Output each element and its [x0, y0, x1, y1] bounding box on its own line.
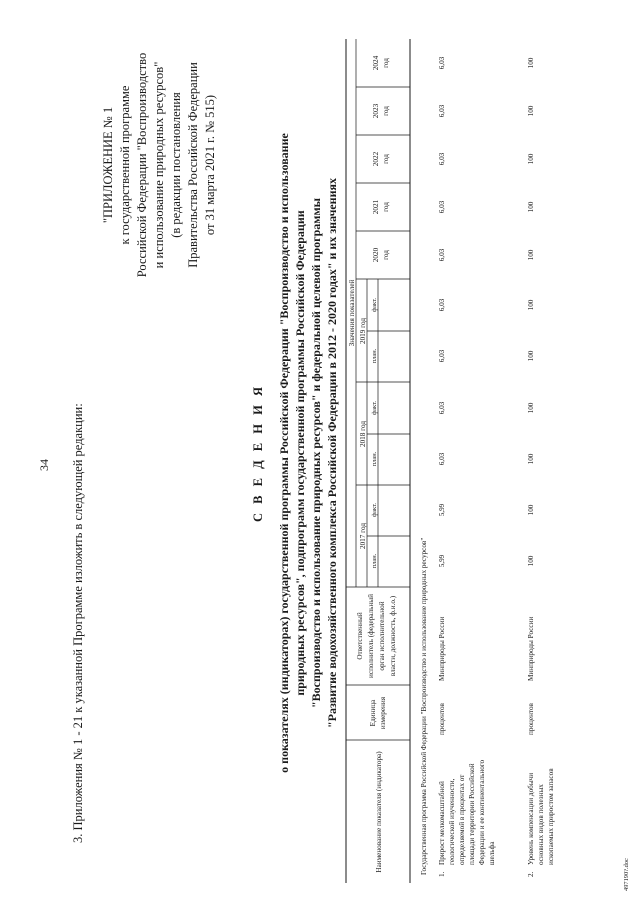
page-number: 34: [37, 459, 51, 471]
row-value: 6,03: [438, 401, 446, 415]
header-single-year: 2023: [372, 103, 380, 119]
header-single-year: год: [382, 250, 390, 260]
appendix-line: Правительства Российской Федерации: [186, 62, 200, 268]
row-value: 6,03: [438, 248, 446, 262]
header-fact: факт.: [371, 298, 378, 312]
row-unit: процентов: [438, 703, 446, 735]
header-plan: план.: [371, 348, 378, 364]
table-section-heading: Государственная программа Российской Федерации "Воспроизводство и использование природных ресурсов": [420, 537, 428, 875]
header-plan: план.: [371, 553, 378, 569]
header-single-year: 2022: [372, 151, 380, 167]
appendix-line: к государственной программе: [118, 85, 132, 245]
row-number: 1.: [438, 871, 446, 877]
row-name-line: определяемой в процентах от: [458, 774, 466, 865]
header-values-group: Значения показателей: [348, 279, 356, 347]
row-value: 100: [527, 350, 535, 362]
row-name-line: площади территории Российской: [468, 763, 476, 865]
header-executor: исполнитель (федеральный: [367, 594, 375, 678]
title-line: о показателях (индикаторах) государственной программы Российской Федерации "Воспроизводство и использование: [277, 133, 291, 773]
title-line: "Воспроизводство и использование природных ресурсов" и федеральной целевой программы: [309, 198, 323, 708]
appendix-line: и использование природных ресурсов": [152, 61, 166, 269]
header-unit: измерения: [379, 696, 387, 730]
header-single-year: 2024: [372, 55, 380, 71]
indicators-table: [346, 39, 555, 883]
row-value: 6,03: [438, 56, 446, 70]
footer-file-code: 497190?.doc: [623, 858, 630, 891]
table-row: [527, 57, 555, 877]
row-name-line: Уровень компенсации добычи: [527, 772, 535, 865]
row-value: 5,99: [438, 503, 446, 517]
row-value: 100: [527, 402, 535, 414]
header-indicator-name: Наименование показателя (индикатора): [375, 751, 383, 873]
header-executor: Ответственный: [356, 612, 364, 660]
appendix-line: "ПРИЛОЖЕНИЕ № 1: [101, 106, 115, 224]
header-single-year: 2021: [372, 199, 380, 215]
row-value: 6,03: [438, 200, 446, 214]
header-single-year: 2020: [372, 247, 380, 263]
appendix-line: Российской Федерации "Воспроизводство: [135, 52, 149, 278]
row-unit: процентов: [527, 703, 535, 735]
row-value: 5,99: [438, 554, 446, 568]
row-value: 6,03: [438, 104, 446, 118]
header-plan: план.: [371, 451, 378, 467]
header-year: 2018 год: [359, 421, 367, 447]
row-value: 6,03: [438, 152, 446, 166]
page-content: [37, 39, 630, 891]
title-heading: С В Е Д Е Н И Я: [251, 384, 265, 522]
row-value: 100: [527, 105, 535, 117]
header-single-year: год: [382, 58, 390, 68]
title-line: "Развитие водохозяйственного комплекса Российской Федерации в 2012 - 2020 годах" и их значениях: [325, 177, 339, 729]
row-executor: Минприроды России: [527, 616, 535, 681]
row-value: 100: [527, 555, 535, 567]
row-value: 6,03: [438, 452, 446, 466]
header-unit: Единица: [369, 699, 377, 727]
row-value: 100: [527, 453, 535, 465]
row-value: 100: [527, 249, 535, 261]
appendix-line: от 31 марта 2021 г. № 515): [203, 94, 217, 236]
row-executor: Минприроды России: [438, 616, 446, 681]
row-name-line: ископаемых приростом запасов: [547, 768, 555, 865]
header-single-year: год: [382, 106, 390, 116]
header-executor: орган исполнительной: [378, 601, 386, 671]
row-value: 100: [527, 153, 535, 165]
row-value: 100: [527, 299, 535, 311]
title-line: природных ресурсов", подпрограмм государственной программы Российской Федерации: [293, 210, 307, 696]
header-fact: факт.: [371, 503, 378, 517]
header-year: 2019 год: [359, 318, 367, 344]
appendix-line: (в редакции постановления: [169, 92, 183, 238]
table-row: [438, 56, 496, 877]
row-name-line: Прирост мелкомасштабной: [438, 781, 446, 865]
header-single-year: год: [382, 202, 390, 212]
row-value: 100: [527, 57, 535, 69]
row-value: 6,03: [438, 349, 446, 363]
row-value: 100: [527, 504, 535, 516]
document-title: [251, 132, 339, 772]
row-value: 100: [527, 201, 535, 213]
row-name-line: основных видов полезных: [537, 784, 545, 865]
row-number: 2.: [527, 871, 535, 877]
appendix-block: [101, 53, 217, 277]
header-single-year: год: [382, 154, 390, 164]
row-value: 6,03: [438, 298, 446, 312]
header-fact: факт.: [371, 401, 378, 415]
header-executor: власти, должность, ф.и.о.): [389, 595, 397, 677]
intro-text: 3. Приложения № 1 - 21 к указанной Программе изложить в следующей редакции:: [71, 403, 85, 843]
row-name-line: Федерации и ее континентального: [478, 759, 486, 865]
row-name-line: геологической изученности,: [448, 778, 456, 865]
row-name-line: шельфа: [488, 841, 496, 865]
header-year: 2017 год: [359, 523, 367, 549]
